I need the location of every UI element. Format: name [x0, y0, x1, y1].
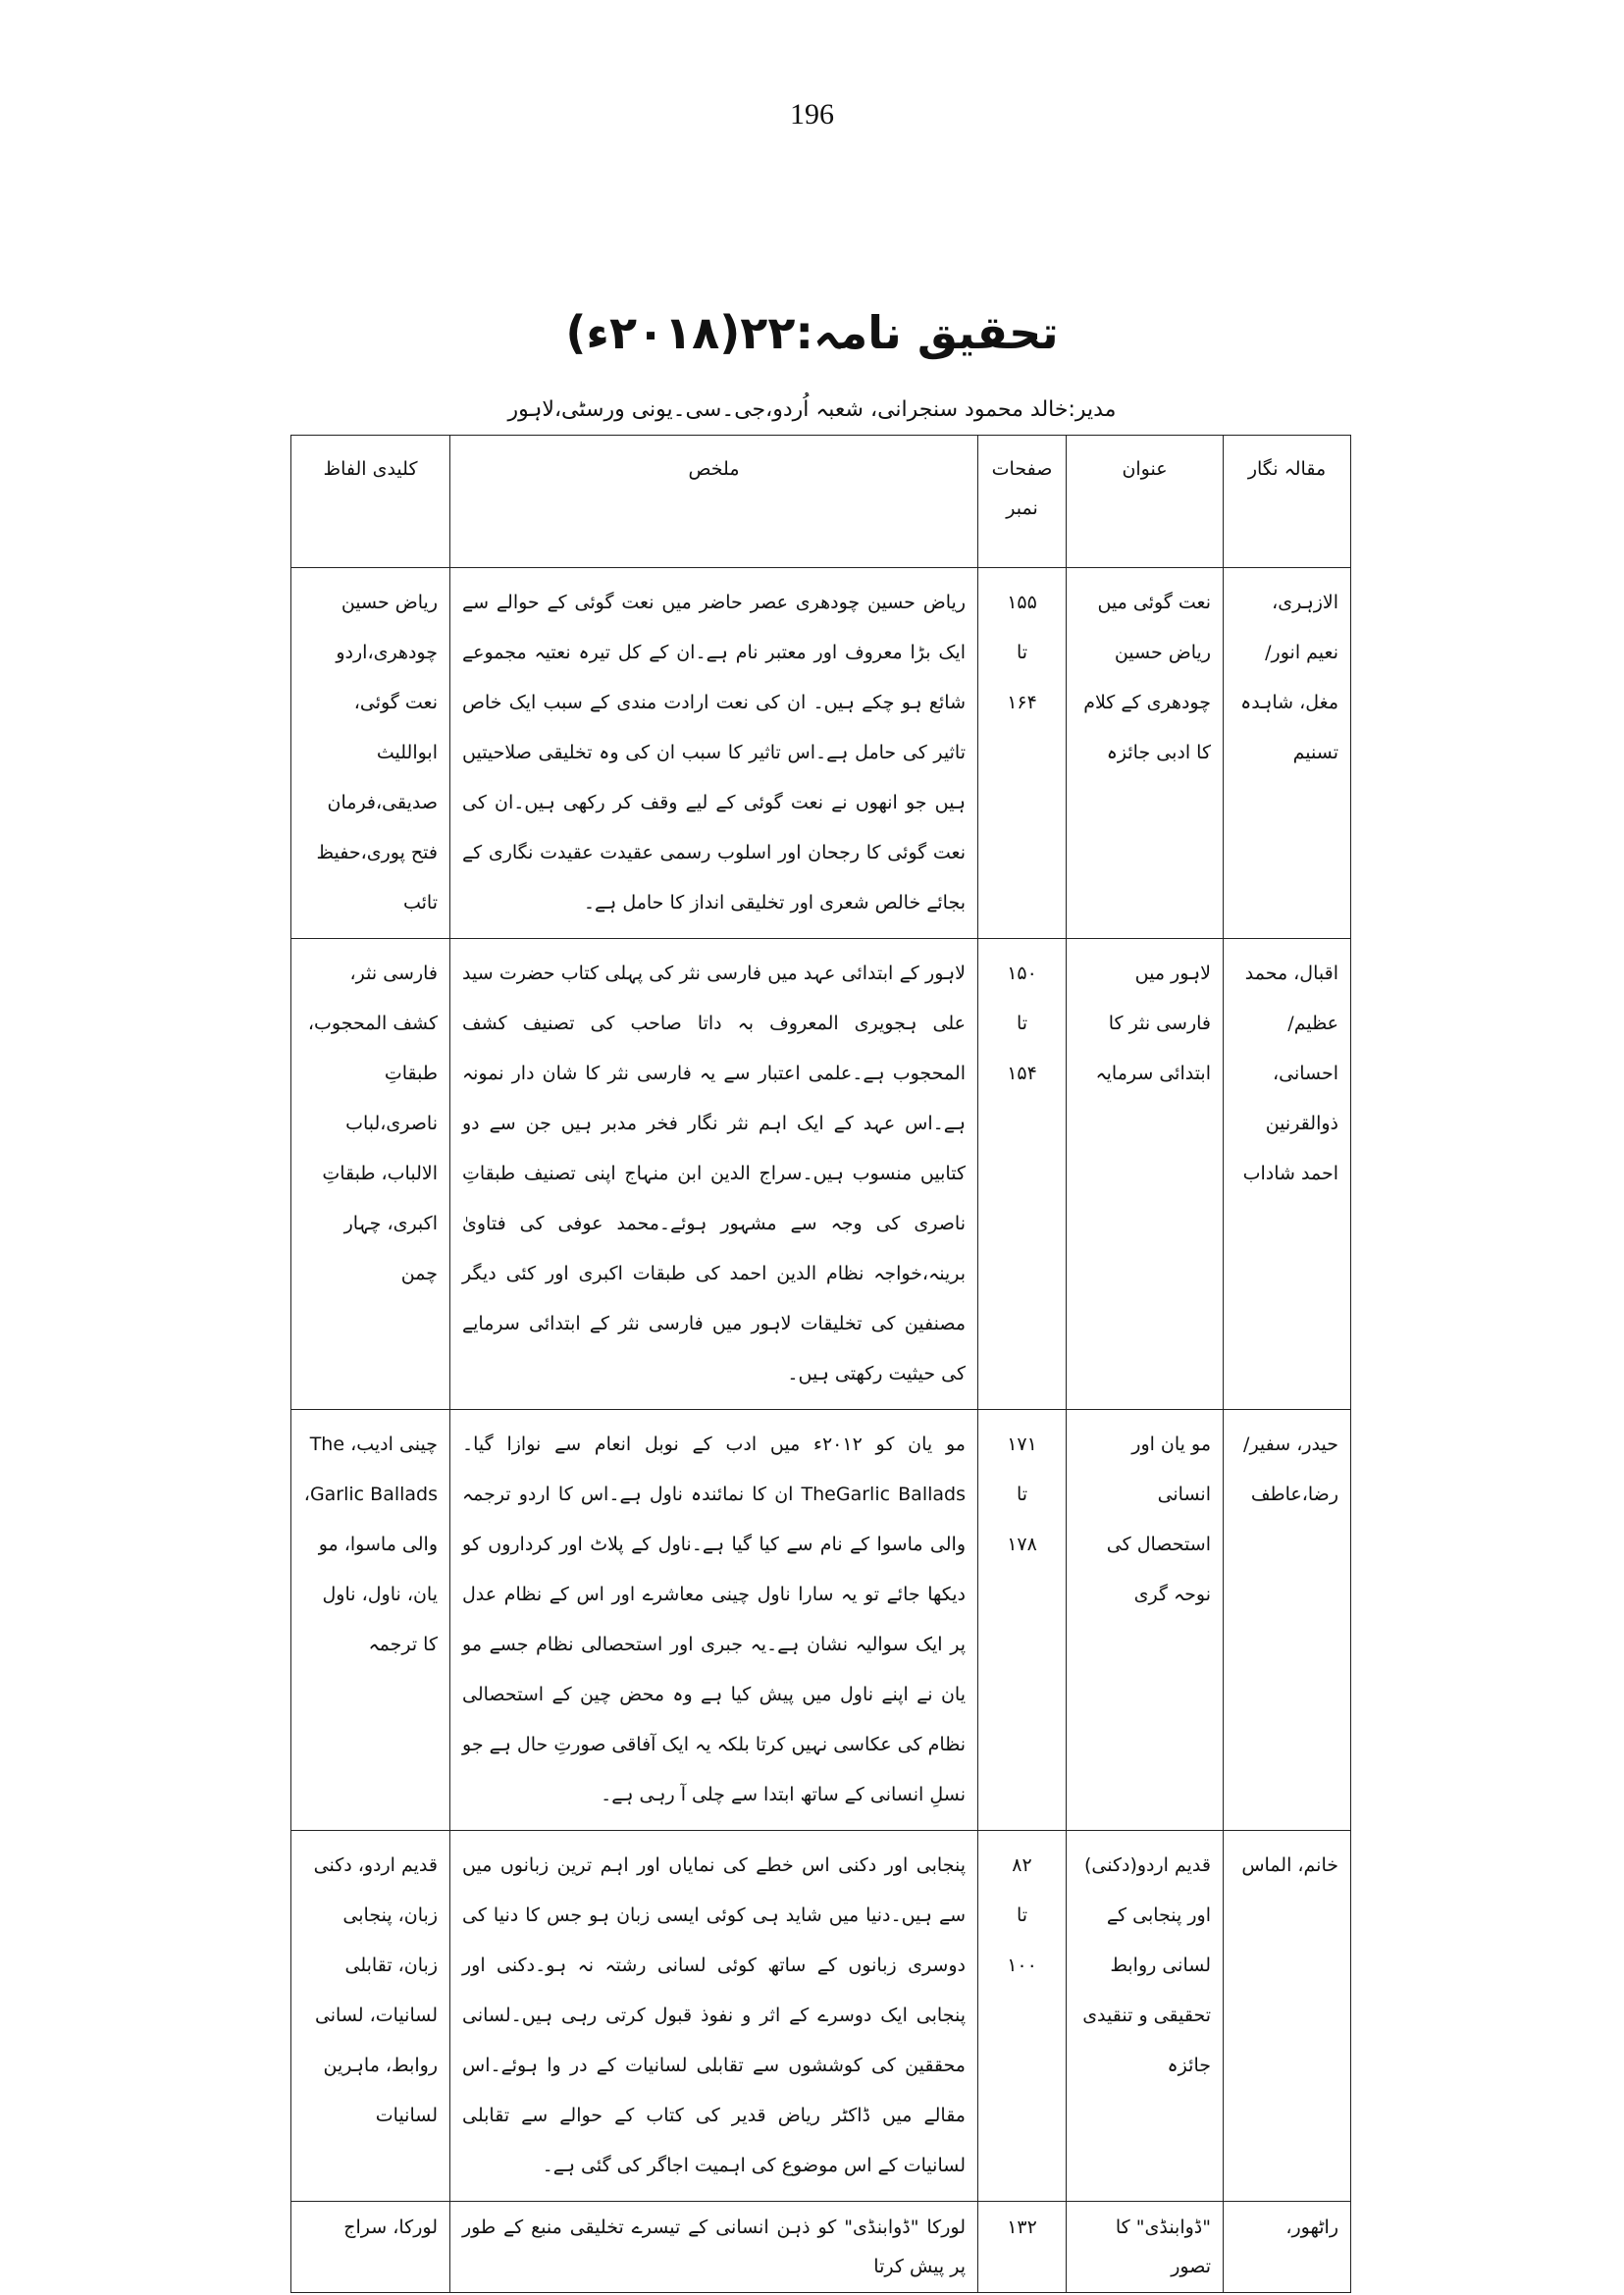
page-end: ۱۶۴ — [1007, 692, 1037, 713]
pages-cell — [978, 568, 1067, 939]
page-start: ۱۵۰ — [1007, 963, 1037, 984]
table-row — [291, 2202, 1351, 2293]
table-row — [291, 1410, 1351, 1831]
table-row — [291, 1831, 1351, 2202]
page-range-word: تا — [1016, 642, 1028, 663]
pages-cell — [978, 939, 1067, 1410]
header-pages: صفحات نمبر — [978, 436, 1067, 568]
summary-cell: لاہور کے ابتدائی عہد میں فارسی نثر کی پہلی کتاب حضرت سید علی ہجویری المعروف بہ داتا صاحب کی تصنیف کشف المحجوب ہے۔علمی اعتبار سے یہ فارسی نثر کا شان دار نمونہ ہے۔اس عہد کے ایک اہم نثر نگار فخر مدبر ہیں جن سے دو کتابیں منسوب ہیں۔سراج الدین ابن منہاج اپنی تصنیف طبقاتِ ناصری کی وجہ سے مشہور ہوئے۔محمد عوفی کی فتاویٰ برینہ،خواجہ نظام الدین احمد کی طبقات اکبری اور کئی دیگر مصنفین کی تخلیقات لاہور میں فارسی نثر کے ابتدائی سرمایے کی حیثیت رکھتی ہیں۔ — [450, 939, 978, 1410]
author-cell: الازہری، نعیم انور/ مغل، شاہدہ تسنیم — [1224, 568, 1351, 939]
keywords-cell: قدیم اردو، دکنی زبان، پنجابی زبان، تقابلی لسانیات، لسانی روابط، ماہرین لسانیات — [291, 1831, 450, 2202]
page-range-word: تا — [1016, 1904, 1028, 1926]
pages-cell — [978, 1831, 1067, 2202]
author-cell: اقبال، محمد عظیم/ احسانی، ذوالقرنین احمد شاداب — [1224, 939, 1351, 1410]
title-cell: قدیم اردو(دکنی) اور پنجابی کے لسانی روابط تحقیقی و تنقیدی جائزہ — [1067, 1831, 1224, 2202]
header-title: عنوان — [1067, 436, 1224, 568]
keywords-cell: فارسی نثر، کشف المحجوب، طبقاتِ ناصری،لباب الالباب، طبقاتِ اکبری، چہار چمن — [291, 939, 450, 1410]
page-range-word: تا — [1016, 1013, 1028, 1034]
page-start: ۱۵۵ — [1007, 592, 1037, 613]
title-cell: لاہور میں فارسی نثر کا ابتدائی سرمایہ — [1067, 939, 1224, 1410]
article-index-table — [290, 435, 1351, 2293]
editor-line: مدیر:خالد محمود سنجرانی، شعبہ اُردو،جی۔سی۔یونی ورسٹی،لاہور — [507, 397, 1117, 422]
page-end: ۱۷۸ — [1007, 1534, 1037, 1555]
title-cell: مو یان اور انسانی استحصال کی نوحہ گری — [1067, 1410, 1224, 1831]
page-end: ۱۰۰ — [1007, 1955, 1037, 1976]
author-cell: حیدر، سفیر/ رضا،عاطف — [1224, 1410, 1351, 1831]
page-start: ۱۳۲ — [1007, 2217, 1037, 2238]
author-cell: راٹھور، — [1224, 2202, 1351, 2293]
summary-cell: لورکا "ڈوابنڈی" کو ذہن انسانی کے تیسرے تخلیقی منبع کے طور پر پیش کرتا — [450, 2202, 978, 2293]
table-header-row — [291, 436, 1351, 568]
summary-cell: مو یان کو ۲۰۱۲ء میں ادب کے نوبل انعام سے نوازا گیا۔TheGarlic Ballads ان کا نمائندہ ناول ہے۔اس کا اردو ترجمہ والی ماسوا کے نام سے کیا گیا ہے۔ناول کے پلاٹ اور کرداروں کو دیکھا جائے تو یہ سارا ناول چینی معاشرے اور اس کے نظام عدل پر ایک سوالیہ نشان ہے۔یہ جبری اور استحصالی نظام جسے مو یان نے اپنے ناول میں پیش کیا ہے وہ محض چین کے استحصالی نظام کی عکاسی نہیں کرتا بلکہ یہ ایک آفاقی صورتِ حال ہے جو نسلِ انسانی کے ساتھ ابتدا سے چلی آ رہی ہے۔ — [450, 1410, 978, 1831]
keywords-cell: چینی ادیب، The Garlic Ballads، والی ماسوا، مو یان، ناول، ناول کا ترجمہ — [291, 1410, 450, 1831]
summary-cell: ریاض حسین چودھری عصر حاضر میں نعت گوئی کے حوالے سے ایک بڑا معروف اور معتبر نام ہے۔ان کے کل تیرہ نعتیہ مجموعے شائع ہو چکے ہیں۔ ان کی نعت ارادت مندی کے سبب ایک خاص تاثیر کی حامل ہے۔اس تاثیر کا سبب ان کی وہ تخلیقی صلاحیتیں ہیں جو انھوں نے نعت گوئی کے لیے وقف کر رکھی ہیں۔ان کی نعت گوئی کا رجحان اور اسلوب رسمی عقیدت عقیدت نگاری کے بجائے خالص شعری اور تخلیقی انداز کا حامل ہے۔ — [450, 568, 978, 939]
header-author: مقالہ نگار — [1224, 436, 1351, 568]
page-range-word: تا — [1016, 1484, 1028, 1505]
title-cell: "ڈوابنڈی" کا تصور — [1067, 2202, 1224, 2293]
page-start: ۱۷۱ — [1007, 1434, 1037, 1455]
summary-cell: پنجابی اور دکنی اس خطے کی نمایاں اور اہم ترین زبانوں میں سے ہیں۔دنیا میں شاید ہی کوئی ایسی زبان ہو جس کا دنیا کی دوسری زبانوں کے ساتھ کوئی لسانی رشتہ نہ ہو۔دکنی اور پنجابی ایک دوسرے کے اثر و نفوذ قبول کرتی رہی ہیں۔لسانی محققین کی کوششوں سے تقابلی لسانیات کے در وا ہوئے۔اس مقالے میں ڈاکٹر ریاض قدیر کی کتاب کے حوالے سے تقابلی لسانیات کے اس موضوع کی اہمیت اجاگر کی گئی ہے۔ — [450, 1831, 978, 2202]
keywords-cell: لورکا، سراج — [291, 2202, 450, 2293]
title-cell: نعت گوئی میں ریاض حسین چودھری کے کلام کا ادبی جائزہ — [1067, 568, 1224, 939]
journal-title: تحقیق نامہ:۲۲(۲۰۱۸ء) — [565, 306, 1059, 359]
page-number: 196 — [790, 98, 834, 130]
author-cell: خانم، الماس — [1224, 1831, 1351, 2202]
table-row — [291, 939, 1351, 1410]
pages-cell — [978, 2202, 1067, 2293]
table-row — [291, 568, 1351, 939]
page-start: ۸۲ — [1012, 1854, 1032, 1876]
header-keywords: کلیدی الفاظ — [291, 436, 450, 568]
header-summary: ملخص — [450, 436, 978, 568]
pages-cell — [978, 1410, 1067, 1831]
page-end: ۱۵۴ — [1007, 1063, 1037, 1084]
keywords-cell: ریاض حسین چودھری،اردو نعت گوئی، ابوالليث صدیقی،فرمان فتح پوری،حفیظ تائب — [291, 568, 450, 939]
